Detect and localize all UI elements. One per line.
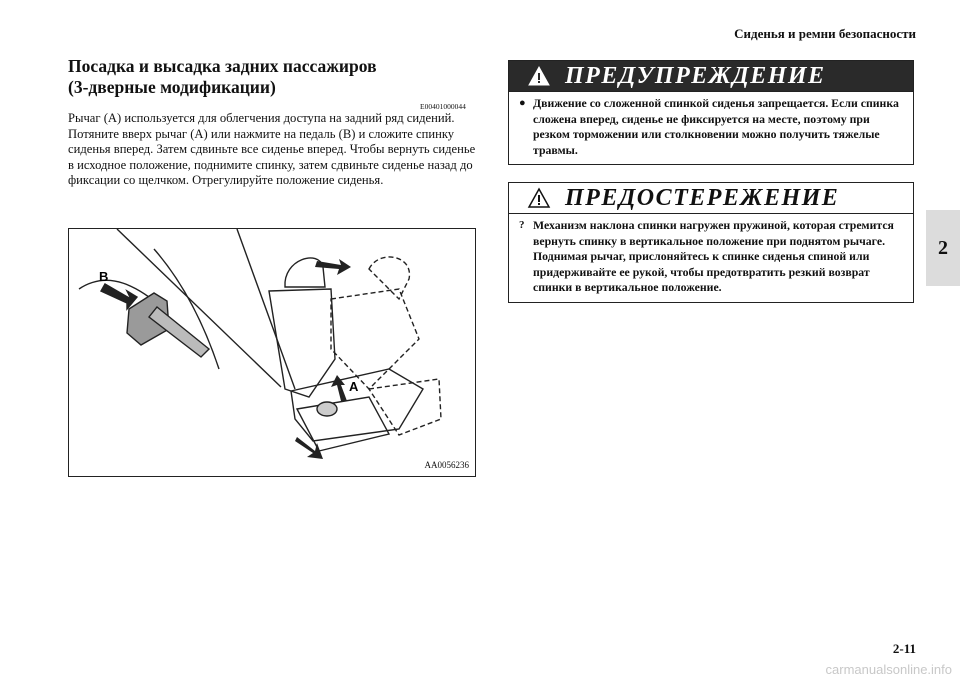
- figure-code: AA0056236: [424, 460, 469, 470]
- warning-triangle-icon: [527, 65, 551, 87]
- caution-bullet: ?: [519, 219, 525, 231]
- seat-illustration: [68, 228, 476, 477]
- caution-header: [509, 183, 913, 214]
- arrow-b-icon: [101, 284, 137, 309]
- label-b: B: [99, 269, 109, 284]
- section-code: E00401000044: [420, 102, 466, 111]
- section-title-line1: Посадка и высадка задних пассажиров: [68, 56, 377, 76]
- warning-body: [509, 92, 913, 164]
- warning-text: Движение со сложенной спинкой сиденья запрещается. Если спинка сложена вперед, сиденье не фиксируется на месте, поэтому при резком торможении или столкновении можно получить тяжелые травмы.: [533, 96, 899, 157]
- warning-box: [508, 60, 914, 165]
- header-title: Сиденья и ремни безопасности: [734, 26, 916, 41]
- seat-base: [297, 397, 389, 451]
- paragraph-1: Рычаг (A) используется для облегчения доступа на задний ряд сидений.: [68, 111, 455, 125]
- magnifier-line: [237, 229, 295, 389]
- caution-box: [508, 182, 914, 303]
- body-text: [68, 111, 478, 189]
- caution-triangle-icon: [527, 187, 551, 209]
- caution-title: ПРЕДОСТЕРЕЖЕНИЕ: [565, 184, 840, 211]
- warning-header: [509, 61, 913, 92]
- section-title-line2: (3-дверные модификации): [68, 77, 276, 97]
- seat-drawing: [69, 229, 475, 476]
- seat-back-folded: [331, 289, 419, 389]
- label-a: A: [349, 379, 359, 394]
- caution-text: Механизм наклона спинки нагружен пружиной, которая стремится вернуть спинку в вертикальное положение при поднятом рычаге. Поднимая рычаг, прислоняйтесь к спинке сиденья спиной или придерживайте ее рукой, чтобы предотвратить резкий возврат спинки в вертикальное положение.: [533, 218, 894, 294]
- seat-cushion-folded: [369, 379, 441, 435]
- section-title: [68, 56, 478, 98]
- chapter-tab: 2: [926, 210, 960, 286]
- watermark: carmanualsonline.info: [825, 662, 952, 677]
- paragraph-2: Потяните вверх рычаг (A) или нажмите на педаль (B) и сложите спинку сиденья вперед. Затем сдвиньте все сиденье вперед. Чтобы вернуть сиденье в исходное положение, поднимите спинку, затем сдвиньте сиденье назад до фиксации со щелчком. Отрегулируйте положение сиденья.: [68, 126, 476, 187]
- warning-title: ПРЕДУПРЕЖДЕНИЕ: [565, 62, 826, 89]
- caution-body: [509, 214, 913, 302]
- warning-bullet: ●: [519, 97, 526, 109]
- lever-a: [317, 402, 337, 416]
- page-number: 2-11: [892, 641, 916, 656]
